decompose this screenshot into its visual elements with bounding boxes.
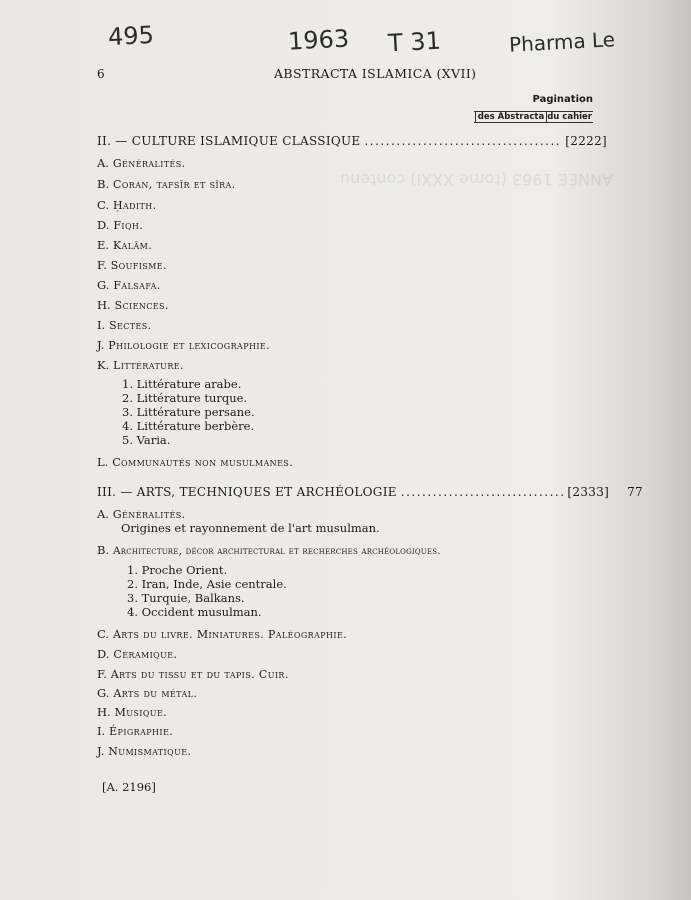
toc-item-ii-j: J. Philologie et lexicographie. <box>97 338 271 352</box>
toc-item-iii-g: G. Arts du métal. <box>97 686 198 700</box>
toc-item-iii-j: J. Numismatique. <box>97 744 192 758</box>
section-iii-title: III. — ARTS, TECHNIQUES ET ARCHÉOLOGIE <box>97 485 397 499</box>
litterature-sub-item: 1. Littérature arabe. <box>122 377 242 391</box>
section-iii-ref: [2333] <box>567 485 610 499</box>
architecture-sub-item: 3. Turquie, Balkans. <box>127 591 245 605</box>
bleed-through-heading: ANNÉE 1963 (tome XXXI) contenu <box>340 170 613 189</box>
section-iii-page: 77 <box>627 485 643 499</box>
toc-item-iii-a-description: Origines et rayonnement de l'art musulman. <box>121 521 380 535</box>
litterature-sub-item: 4. Littérature berbère. <box>122 419 255 433</box>
toc-item-iii-a: A. Généralités. <box>97 507 186 521</box>
pagination-stamp-after-text: du cahier <box>547 112 592 122</box>
toc-item-ii-f: F. Soufisme. <box>97 258 167 272</box>
toc-item-iii-h: H. Musique. <box>97 705 168 719</box>
handwritten-ref-number: 495 <box>107 20 155 52</box>
section-iii-leader-dots <box>401 485 564 499</box>
toc-item-ii-d: D. Fiqh. <box>97 218 144 232</box>
toc-item-ii-b: B. Coran, tafsīr et sīra. <box>97 177 236 191</box>
architecture-sub-item: 4. Occident musulman. <box>127 605 262 619</box>
footer-ref: [A. 2196] <box>102 780 156 794</box>
pagination-stamp-box <box>474 111 593 123</box>
page-number: 6 <box>97 67 105 81</box>
toc-item-ii-a: A. Généralités. <box>97 156 186 170</box>
toc-item-iii-c: C. Arts du livre. Miniatures. Paléographie. <box>97 627 348 641</box>
toc-item-ii-i: I. Sectes. <box>97 318 152 332</box>
toc-item-iii-b: B. Architecture, décor architectural et recherches archéologiques. <box>97 543 441 557</box>
architecture-sub-item: 1. Proche Orient. <box>127 563 228 577</box>
litterature-sub-item: 3. Littérature persane. <box>122 405 255 419</box>
toc-item-ii-e: E. Kalām. <box>97 238 153 252</box>
litterature-sub-item: 5. Varia. <box>122 433 171 447</box>
running-head: ABSTRACTA ISLAMICA (XVII) <box>274 66 477 81</box>
handwritten-note: Pharma Le <box>508 27 616 57</box>
architecture-sub-item: 2. Iran, Inde, Asie centrale. <box>127 577 287 591</box>
section-ii-leader-dots <box>364 134 561 148</box>
toc-item-ii-g: G. Falsafa. <box>97 278 161 292</box>
section-iii-heading <box>97 485 643 499</box>
toc-item-ii-c: C. Ḥadith. <box>97 198 157 212</box>
handwritten-year: 1963 <box>287 24 350 56</box>
toc-item-iii-f: F. Arts du tissu et du tapis. Cuir. <box>97 667 289 681</box>
handwritten-tome: T 31 <box>387 26 442 58</box>
section-ii-ref: [2222] <box>565 134 607 148</box>
pagination-stamp-label: Pagination <box>532 94 593 105</box>
toc-item-ii-l: L. Communautés non musulmanes. <box>97 455 294 469</box>
section-ii-heading <box>97 134 607 148</box>
toc-item-iii-d: D. Céramique. <box>97 647 178 661</box>
litterature-sub-item: 2. Littérature turque. <box>122 391 248 405</box>
toc-item-ii-k: K. Littérature. <box>97 358 184 372</box>
toc-item-iii-i: I. Épigraphie. <box>97 724 174 738</box>
section-ii-title: II. — CULTURE ISLAMIQUE CLASSIQUE <box>97 134 361 148</box>
pagination-stamp-boxed-text: des Abstracta <box>475 112 547 122</box>
toc-item-ii-h: H. Sciences. <box>97 298 169 312</box>
